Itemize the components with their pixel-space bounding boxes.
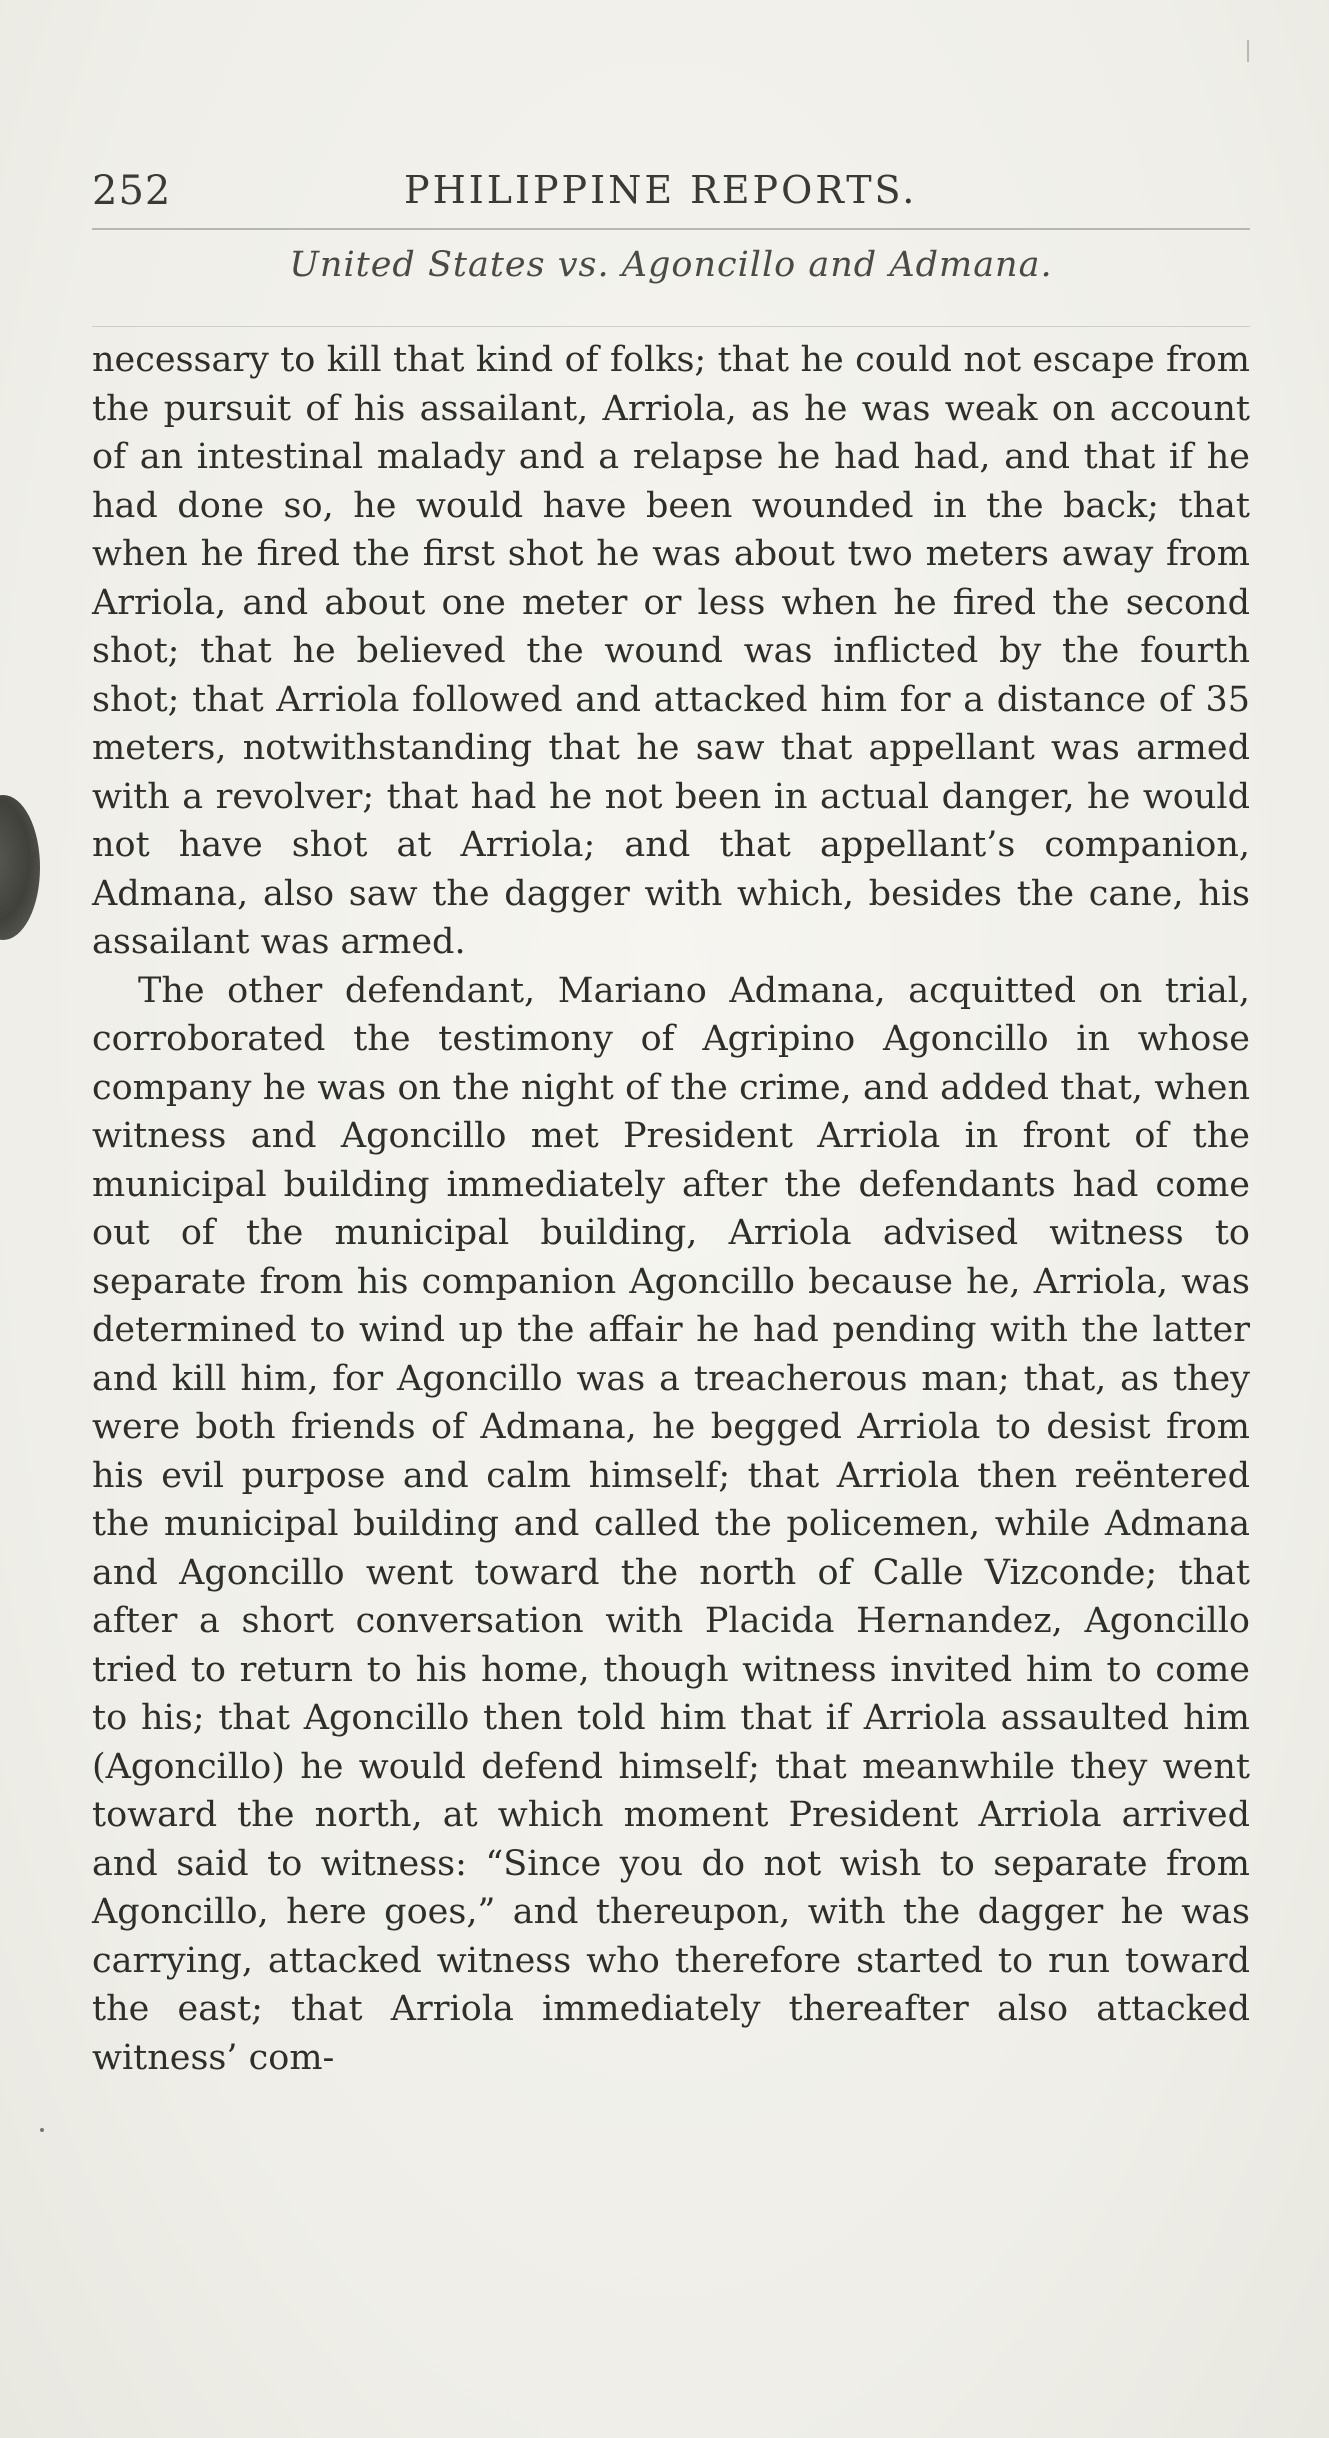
header-rule [92, 228, 1250, 230]
case-title-rule [92, 326, 1250, 327]
page-header [92, 160, 1250, 220]
page-number: 252 [92, 168, 172, 214]
scan-tick-mark [1247, 40, 1249, 62]
scan-edge-shadow [0, 795, 40, 940]
paragraph-admana-testimony: The other defendant, Mariano Admana, acquitted on trial, corroborated the testimony of Agripino Agoncillo in whose company he was on the night of the crime, and added that, when witness and Agoncillo met President Arriola in front of the municipal building immediately after the defendants had come out of the municipal building, Arriola advised witness to separate from his companion Agoncillo because he, Arriola, was determined to wind up the affair he had pending with the latter and kill him, for Agoncillo was a treacherous man; that, as they were both friends of Admana, he begged Arriola to desist from his evil purpose and calm himself; that Arriola then reëntered the municipal building and called the policemen, while Admana and Agoncillo went toward the north of Calle Vizconde; that after a short conversation with Placida Hernandez, Agoncillo tried to return to his home, though witness invited him to come to his; that Agoncillo then told him that if Arriola assaulted him (Agoncillo) he would defend himself; that meanwhile they went toward the north, at which moment President Arriola arrived and said to witness: “Since you do not wish to separate from Agoncillo, here goes,” and thereupon, with the dagger he was carrying, attacked witness who therefore started to run toward the east; that Arriola immediately thereafter also attacked witness’ com- [92, 970, 1250, 2078]
scan-speck [40, 2128, 44, 2132]
running-title: PHILIPPINE REPORTS. [404, 168, 918, 212]
case-title: United States vs. Agoncillo and Admana. [289, 245, 1053, 285]
paragraph-continued: necessary to kill that kind of folks; that he could not escape from the pursuit of his assailant, Arriola, as he was weak on account of an intestinal malady and a relapse he had had, and that if he had done so, he would have been wounded in the back; that when he fired the first shot he was about two meters away from Arriola, and about one meter or less when he fired the second shot; that he believed the wound was inflicted by the fourth shot; that Arriola followed and attacked him for a distance of 35 meters, notwithstanding that he saw that appellant was armed with a revolver; that had he not been in actual danger, he would not have shot at Arriola; and that appellant’s companion, Admana, also saw the dagger with which, besides the cane, his assailant was armed. [92, 340, 1250, 962]
body-text [92, 336, 1250, 2082]
